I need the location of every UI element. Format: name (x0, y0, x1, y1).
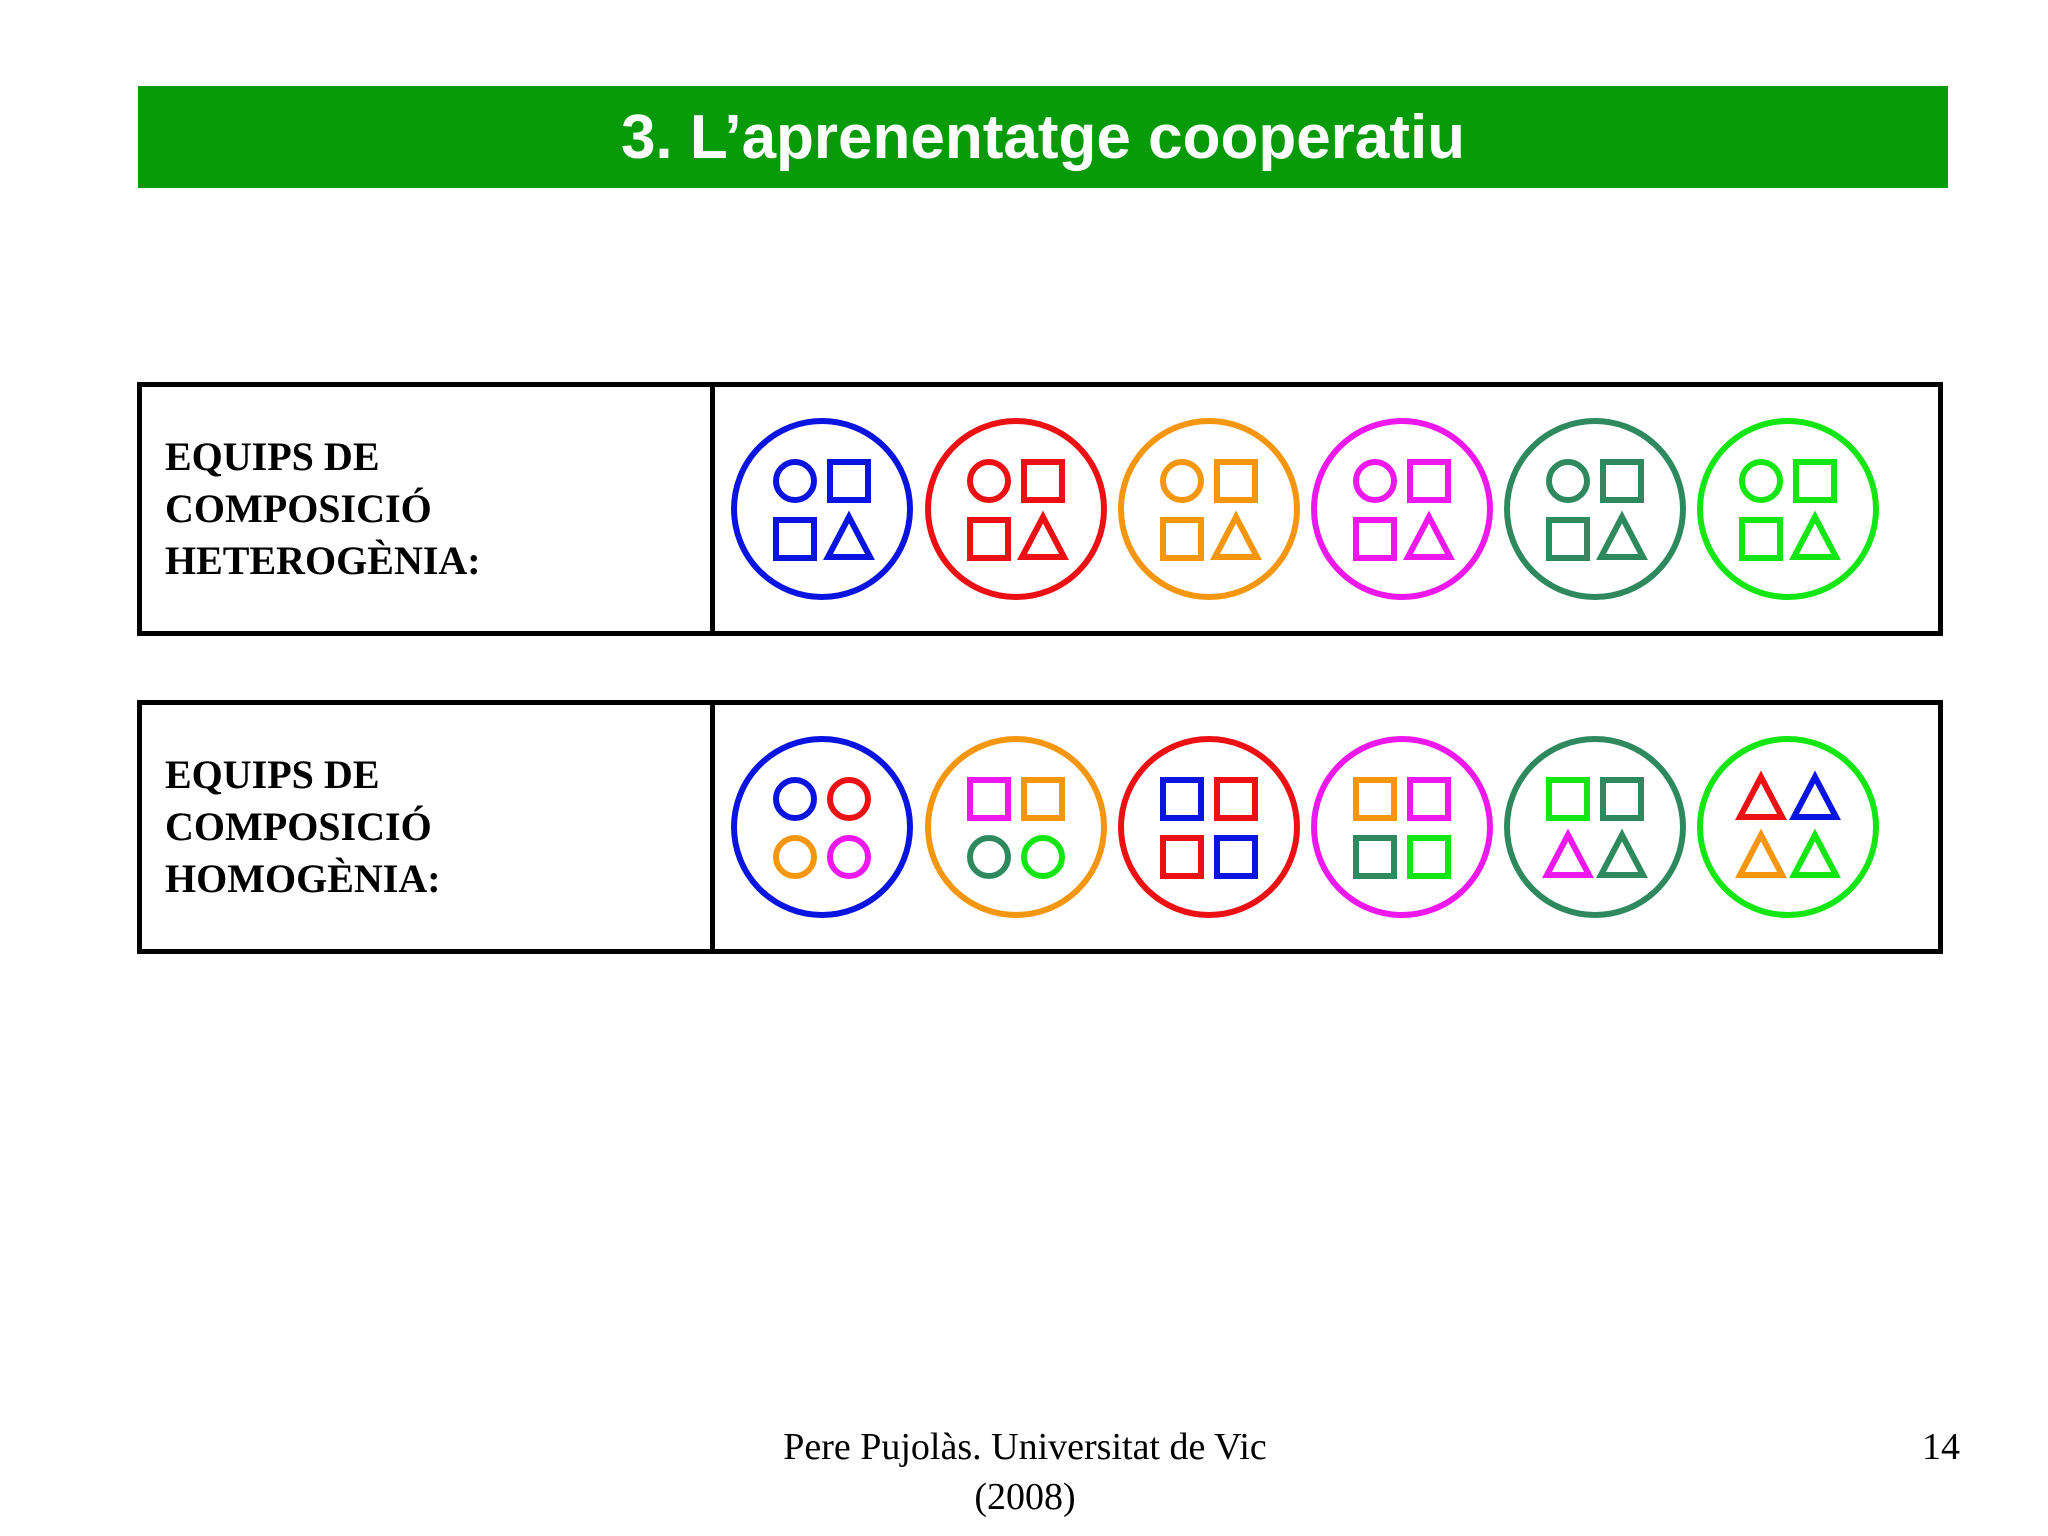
member-square (830, 462, 868, 500)
label-line: HETEROGÈNIA: (165, 538, 481, 583)
member-triangle (1601, 517, 1643, 557)
label-line: EQUIPS DE (165, 434, 380, 479)
member-triangle (1794, 517, 1836, 557)
member-triangle (1022, 517, 1064, 557)
team-group (1121, 739, 1297, 915)
footer-year-line: (2008) (974, 1476, 1076, 1518)
team-circle (1121, 421, 1297, 597)
member-triangle (1740, 777, 1782, 817)
team-group (1700, 739, 1876, 915)
member-square (1217, 462, 1255, 500)
member-circle (1742, 462, 1780, 500)
member-triangle (1740, 835, 1782, 875)
team-group (1314, 421, 1490, 597)
member-triangle (1408, 517, 1450, 557)
member-square (1796, 462, 1834, 500)
member-square (1217, 780, 1255, 818)
member-square (1603, 780, 1641, 818)
team-group (928, 421, 1104, 597)
member-circle (776, 780, 814, 818)
member-triangle (828, 517, 870, 557)
team-circle (928, 739, 1104, 915)
title-bar (138, 86, 1948, 188)
panel-homogeneous (137, 700, 1943, 954)
member-square (1549, 520, 1587, 558)
teams-figure-heterogeneous (715, 387, 1938, 631)
team-group (1700, 421, 1876, 597)
member-triangle (1601, 835, 1643, 875)
team-circle (1507, 739, 1683, 915)
team-group (1121, 421, 1297, 597)
member-square (1410, 838, 1448, 876)
member-circle (830, 780, 868, 818)
team-circle (1314, 739, 1490, 915)
panel-heterogeneous (137, 382, 1943, 636)
member-circle (1549, 462, 1587, 500)
member-square (1163, 520, 1201, 558)
member-square (776, 520, 814, 558)
member-triangle (1215, 517, 1257, 557)
member-square (1356, 838, 1394, 876)
member-square (1356, 520, 1394, 558)
label-line: EQUIPS DE (165, 752, 380, 797)
member-square (1217, 838, 1255, 876)
footer-author (700, 1422, 1350, 1522)
team-circle (734, 739, 910, 915)
member-circle (1163, 462, 1201, 500)
team-group (734, 421, 910, 597)
teams-diagram (715, 387, 1933, 631)
label-line: COMPOSICIÓ (165, 486, 432, 531)
member-square (1410, 780, 1448, 818)
label-line: COMPOSICIÓ (165, 804, 432, 849)
member-circle (776, 838, 814, 876)
team-circle (1700, 421, 1876, 597)
team-circle (1121, 739, 1297, 915)
member-circle (970, 462, 1008, 500)
member-square (1024, 780, 1062, 818)
member-square (1603, 462, 1641, 500)
label-line: HOMOGÈNIA: (165, 856, 441, 901)
member-square (970, 780, 1008, 818)
member-square (1549, 780, 1587, 818)
team-group (1507, 739, 1683, 915)
panel-label-homogeneous (142, 705, 715, 949)
member-triangle (1794, 835, 1836, 875)
team-group (1314, 739, 1490, 915)
member-square (1742, 520, 1780, 558)
member-circle (1024, 838, 1062, 876)
team-circle (1700, 739, 1876, 915)
team-circle (1507, 421, 1683, 597)
team-circle (928, 421, 1104, 597)
member-triangle (1547, 835, 1589, 875)
team-group (928, 739, 1104, 915)
member-square (1024, 462, 1062, 500)
member-square (1163, 838, 1201, 876)
footer-author-line: Pere Pujolàs. Universitat de Vic (783, 1426, 1267, 1468)
member-circle (1356, 462, 1394, 500)
team-circle (734, 421, 910, 597)
team-group (734, 739, 910, 915)
team-circle (1314, 421, 1490, 597)
teams-figure-homogeneous (715, 705, 1938, 949)
member-circle (970, 838, 1008, 876)
member-triangle (1794, 777, 1836, 817)
page-number: 14 (1922, 1426, 1960, 1468)
panel-label-heterogeneous (142, 387, 715, 631)
member-square (1356, 780, 1394, 818)
member-square (1410, 462, 1448, 500)
teams-diagram (715, 705, 1933, 949)
slide-title: 3. L’aprenentatge cooperatiu (620, 102, 1466, 172)
member-square (1163, 780, 1201, 818)
member-circle (830, 838, 868, 876)
team-group (1507, 421, 1683, 597)
member-circle (776, 462, 814, 500)
member-square (970, 520, 1008, 558)
